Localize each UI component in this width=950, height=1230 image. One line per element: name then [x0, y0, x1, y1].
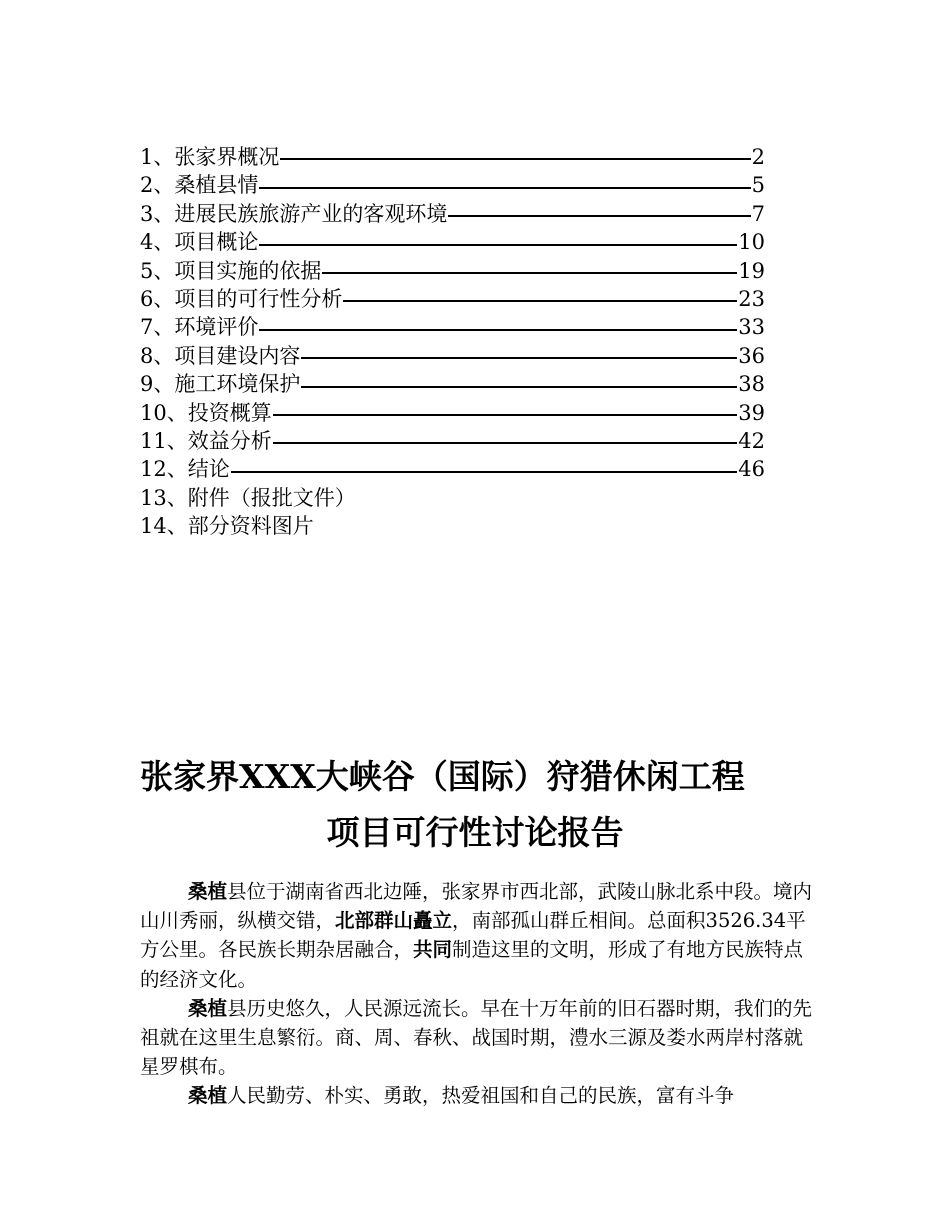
toc-label: 8、项目建设内容	[140, 343, 301, 368]
paragraph-text: 制造这里的文明，形成了有地方民族特点的经济文化。	[140, 938, 804, 991]
toc-entry-7[interactable]	[140, 313, 765, 341]
toc-label: 10、投资概算	[140, 400, 272, 425]
paragraph-3	[140, 1081, 820, 1110]
paragraph-2	[140, 994, 820, 1082]
toc-page-number: 39	[738, 400, 765, 425]
toc-entry-10[interactable]	[140, 399, 765, 427]
bold-text: 共同	[413, 938, 453, 962]
toc-entry-9[interactable]	[140, 370, 765, 398]
toc-page-number: 42	[738, 428, 765, 453]
toc-entry-1[interactable]	[140, 143, 765, 171]
toc-leader	[259, 329, 737, 331]
toc-label: 2、桑植县情	[140, 173, 259, 198]
toc-page-number: 2	[751, 144, 765, 169]
toc-entry-8[interactable]	[140, 342, 765, 370]
toc-label: 12、结论	[140, 457, 230, 482]
toc-label: 4、项目概论	[140, 230, 259, 255]
toc-entry-6[interactable]	[140, 285, 765, 313]
toc-label: 7、环境评价	[140, 315, 259, 340]
document-body	[140, 877, 820, 1111]
toc-label: 3、进展民族旅游产业的客观环境	[140, 201, 448, 226]
toc-page-number: 36	[738, 343, 765, 368]
paragraph-text: 人民勤劳、朴实、勇敢，热爱祖国和自己的民族，富有斗争	[227, 1084, 735, 1108]
toc-leader	[301, 386, 737, 388]
bold-text: 桑植	[188, 996, 228, 1020]
toc-page-number: 46	[738, 457, 765, 482]
toc-entry-5[interactable]	[140, 257, 765, 285]
toc-leader	[301, 357, 737, 359]
toc-label: 5、项目实施的依据	[140, 258, 322, 283]
toc-entry-11[interactable]	[140, 427, 765, 455]
toc-label: 9、施工环境保护	[140, 372, 301, 397]
paragraph-1	[140, 877, 820, 994]
document-title: 张家界XXX大峡谷（国际）狩猎休闲工程	[140, 757, 745, 796]
toc-entry-12[interactable]	[140, 455, 765, 483]
bold-text: 桑植	[188, 1084, 228, 1108]
document-subtitle	[0, 808, 950, 858]
toc-page-number: 5	[751, 173, 765, 198]
paragraph-text: ，南部孤山群丘相间。总面积3526.34平方公里。各民族长期杂居融合，	[140, 909, 806, 962]
toc-page-number: 10	[738, 230, 765, 255]
toc-leader	[280, 158, 750, 160]
toc-leader	[322, 272, 737, 274]
toc-leader	[343, 300, 737, 302]
subtitle-text: 项目可行性讨论报告	[326, 813, 624, 852]
toc-label: 13、附件（报批文件）	[140, 485, 356, 510]
toc-label: 11、效益分析	[140, 428, 272, 453]
toc-page-number: 19	[738, 258, 765, 283]
toc-label: 6、项目的可行性分析	[140, 286, 343, 311]
toc-label: 14、部分资料图片	[140, 514, 314, 539]
toc-page-number: 7	[751, 201, 765, 226]
toc-entry-13[interactable]	[140, 484, 765, 512]
table-of-contents	[140, 143, 765, 540]
toc-leader	[259, 244, 737, 246]
toc-page-number: 38	[738, 372, 765, 397]
paragraph-text: 县历史悠久，人民源远流长。早在十万年前的旧石器时期，我们的先祖就在这里生息繁衍。商、周、春秋、战国时期，澧水三源及娄水两岸村落就星罗棋布。	[140, 996, 813, 1079]
toc-leader	[231, 471, 738, 473]
toc-leader	[259, 187, 750, 189]
toc-entry-4[interactable]	[140, 228, 765, 256]
bold-text: 北部群山矗立	[335, 909, 453, 933]
toc-page-number: 23	[738, 286, 765, 311]
paragraph-text: 县位于湖南省西北边陲，张家界市西北部，武陵山脉北系中段。境内山川秀丽，纵横交错，	[140, 880, 813, 933]
toc-entry-2[interactable]	[140, 171, 765, 199]
toc-entry-14[interactable]	[140, 512, 765, 540]
toc-leader	[273, 414, 738, 416]
toc-leader	[448, 215, 750, 217]
toc-label: 1、张家界概况	[140, 144, 280, 169]
toc-page-number: 33	[738, 315, 765, 340]
bold-text: 桑植	[188, 880, 228, 903]
toc-entry-3[interactable]	[140, 200, 765, 228]
toc-leader	[273, 442, 738, 444]
